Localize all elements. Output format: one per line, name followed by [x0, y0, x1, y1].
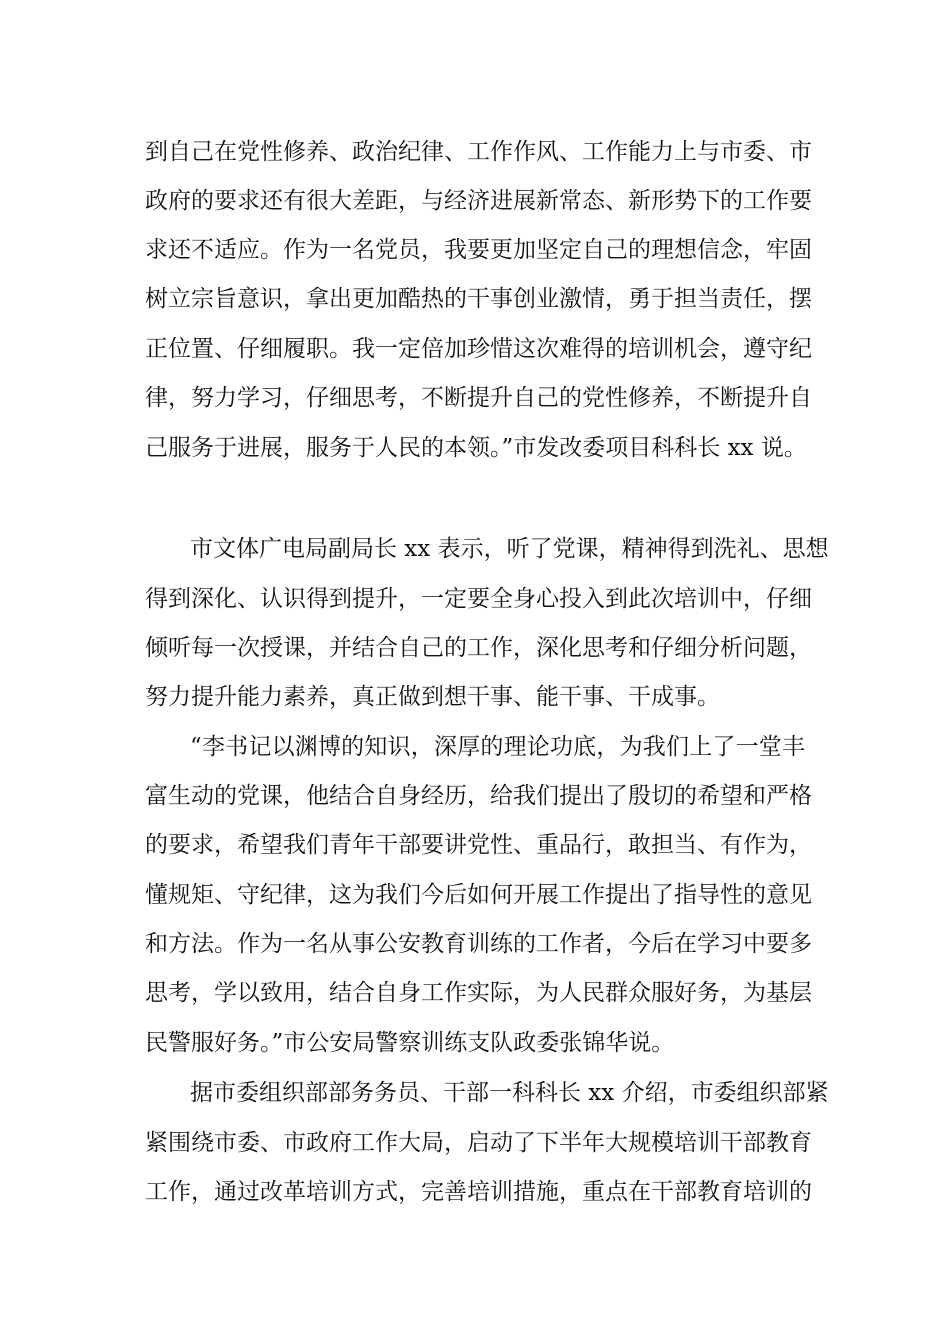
- paragraph-line: 己服务于进展，服务于人民的本领。”市发改委项目科科长 xx 说。: [145, 435, 807, 461]
- paragraph-line: “李书记以渊博的知识，深厚的理论功底，为我们上了一堂丰: [190, 734, 805, 760]
- paragraph-line: 倾听每一次授课，并结合自己的工作，深化思考和仔细分析问题，: [145, 635, 812, 661]
- paragraph-line: 努力提升能力素养，真正做到想干事、能干事、干成事。: [145, 684, 720, 710]
- paragraph-line: 市文体广电局副局长 xx 表示，听了党课，精神得到洗礼、思想: [190, 536, 829, 562]
- paragraph-line: 到自己在党性修养、政治纪律、工作作风、工作能力上与市委、市: [145, 139, 812, 165]
- paragraph-line: 民警服好务。”市公安局警察训练支队政委张锦华说。: [145, 1030, 675, 1056]
- paragraph-line: 政府的要求还有很大差距，与经济进展新常态、新形势下的工作要: [145, 188, 812, 214]
- paragraph-line: 律，努力学习，仔细思考，不断提升自己的党性修养，不断提升自: [145, 385, 812, 411]
- paragraph-line: 的要求，希望我们青年干部要讲党性、重品行，敢担当、有作为，: [145, 832, 812, 858]
- paragraph-line: 紧围绕市委、市政府工作大局，启动了下半年大规模培训干部教育: [145, 1130, 812, 1156]
- paragraph-line: 富生动的党课，他结合自身经历，给我们提出了殷切的希望和严格: [145, 783, 812, 809]
- paragraph-line: 得到深化、认识得到提升，一定要全身心投入到此次培训中，仔细: [145, 586, 812, 612]
- paragraph-line: 据市委组织部部务务员、干部一科科长 xx 介绍，市委组织部紧: [190, 1080, 829, 1106]
- paragraph-line: 树立宗旨意识，拿出更加酷热的干事创业激情，勇于担当责任，摆: [145, 286, 812, 312]
- paragraph-line: 求还不适应。作为一名党员，我要更加坚定自己的理想信念，牢固: [145, 237, 812, 263]
- paragraph-line: 和方法。作为一名从事公安教育训练的工作者，今后在学习中要多: [145, 931, 812, 957]
- paragraph-line: 懂规矩、守纪律，这为我们今后如何开展工作提出了指导性的意见: [145, 882, 812, 908]
- paragraph-line: 工作，通过改革培训方式，完善培训措施，重点在干部教育培训的: [145, 1179, 812, 1205]
- paragraph-line: 正位置、仔细履职。我一定倍加珍惜这次难得的培训机会，遵守纪: [145, 336, 812, 362]
- paragraph-line: 思考，学以致用，结合自身工作实际，为人民群众服好务，为基层: [145, 980, 812, 1006]
